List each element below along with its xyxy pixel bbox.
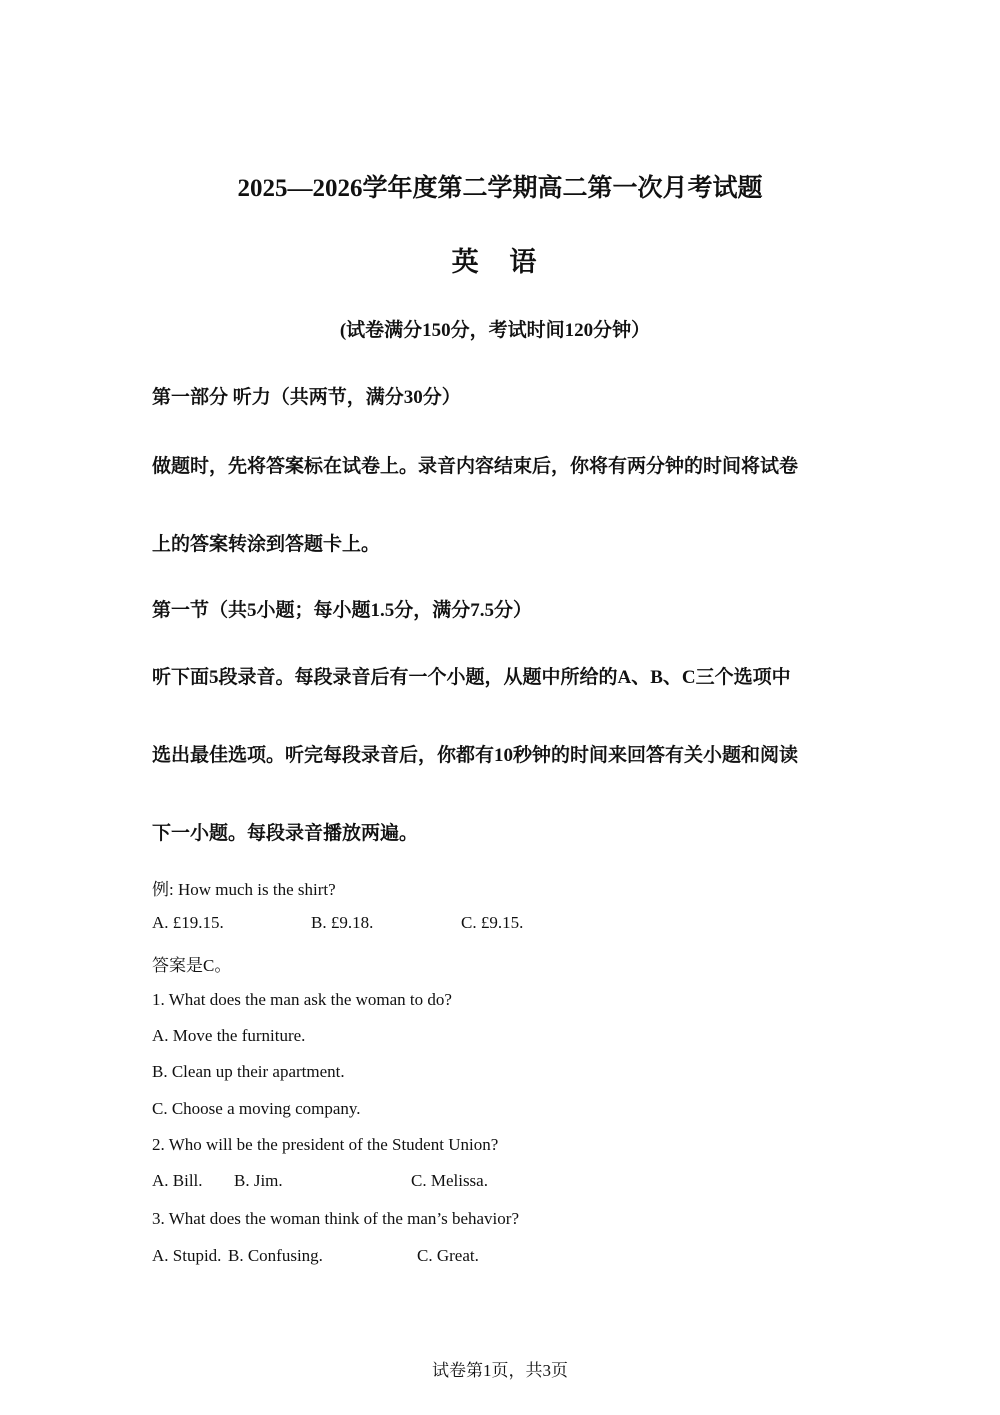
part1-heading: 第一部分 听力（共两节，满分30分） [152, 387, 461, 408]
question-2-option-b: B. Jim. [234, 1171, 283, 1190]
question-3: 3. What does the woman think of the man’s behavior? [152, 1209, 519, 1228]
section1-instruction-line-1: 听下面5段录音。每段录音后有一个小题，从题中所给的A、B、C三个选项中 [152, 667, 791, 688]
question-1-option-a: A. Move the furniture. [152, 1026, 306, 1045]
part1-instruction-line-1: 做题时，先将答案标在试卷上。录音内容结束后，你将有两分钟的时间将试卷 [152, 456, 799, 477]
question-2-option-c: C. Melissa. [411, 1171, 488, 1190]
subject-heading: 英 语 [451, 247, 549, 277]
question-1-option-b: B. Clean up their apartment. [152, 1062, 345, 1081]
question-1-option-c: C. Choose a moving company. [152, 1099, 361, 1118]
question-2-option-a: A. Bill. [152, 1171, 203, 1190]
exam-title: 2025—2026学年度第二学期高二第一次月考试题 [237, 175, 763, 202]
section1-instruction-line-2: 选出最佳选项。听完每段录音后，你都有10秒钟的时间来回答有关小题和阅读 [152, 745, 799, 766]
question-2: 2. Who will be the president of the Student Union? [152, 1135, 499, 1154]
question-1: 1. What does the man ask the woman to do? [152, 990, 452, 1009]
example-answer: 答案是C。 [152, 956, 232, 975]
page-footer: 试卷第1页，共3页 [432, 1361, 568, 1380]
example-option-c: C. £9.15. [461, 913, 524, 932]
exam-info: (试卷满分150分，考试时间120分钟） [339, 320, 651, 341]
part1-instruction-line-2: 上的答案转涂到答题卡上。 [152, 534, 381, 555]
example-option-b: B. £9.18. [311, 913, 374, 932]
question-3-option-c: C. Great. [417, 1246, 479, 1265]
section1-heading: 第一节（共5小题；每小题1.5分，满分7.5分） [152, 600, 533, 621]
example-question: 例: How much is the shirt? [152, 880, 336, 899]
question-3-option-b: B. Confusing. [228, 1246, 323, 1265]
example-option-a: A. £19.15. [152, 913, 224, 932]
question-3-option-a: A. Stupid. [152, 1246, 222, 1265]
section1-instruction-line-3: 下一小题。每段录音播放两遍。 [152, 823, 419, 844]
